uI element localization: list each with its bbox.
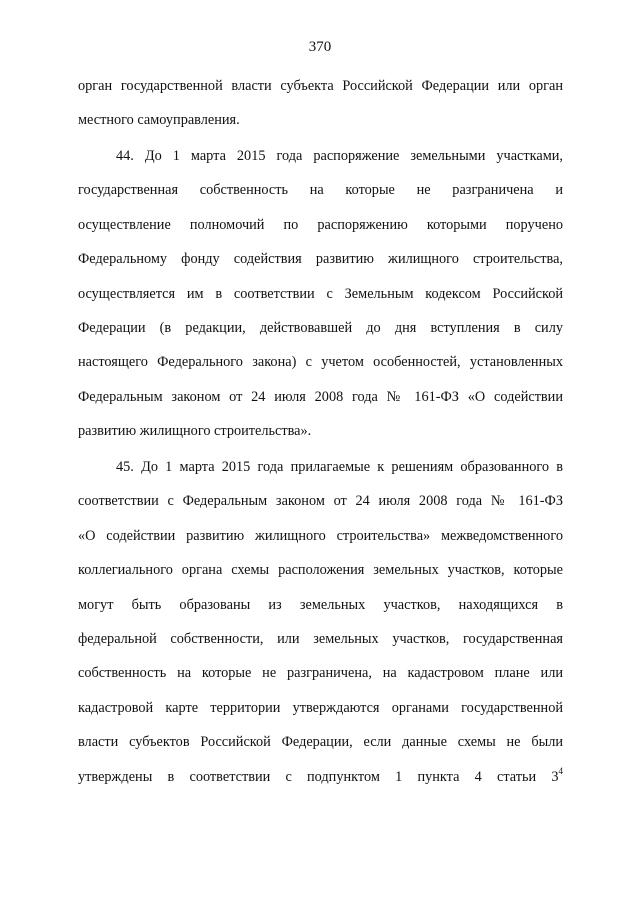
article-superscript: 4 — [558, 765, 563, 776]
page-number: 370 — [308, 39, 332, 55]
paragraph-45 — [78, 458, 563, 802]
text-line: «О содействии развитию жилищного строительства» межведомственного — [78, 527, 563, 544]
text-line: собственность на которые не разграничена, на кадастровом плане или — [78, 665, 563, 682]
text-line: Федерации (в редакции, действовавшей до дня вступления в силу — [78, 319, 563, 336]
text-line: осуществление полномочий по распоряжению которыми поручено — [78, 216, 563, 233]
text-line: Федеральному фонду содействия развитию жилищного строительства, — [78, 251, 563, 268]
text-line: настоящего Федерального закона) с учетом особенностей, установленных — [78, 354, 563, 371]
text-line: кадастровой карте территории утверждаются органами государственной — [78, 699, 563, 716]
text-line: Федеральным законом от 24 июля 2008 года № 161-ФЗ «О содействии — [78, 388, 563, 405]
text-line: 44. До 1 марта 2015 года распоряжение земельными участками, — [116, 148, 563, 164]
text-line: орган государственной власти субъекта Российской Федерации или орган — [78, 78, 563, 94]
text-line: развитию жилищного строительства». — [78, 423, 312, 440]
text-line: федеральной собственности, или земельных участков, государственная — [78, 630, 563, 647]
text-line: коллегиального органа схемы расположения земельных участков, которые — [78, 562, 563, 579]
text-line: осуществляется им в соответствии с Земельным кодексом Российской — [78, 285, 563, 302]
text-line: соответствии с Федеральным законом от 24 июля 2008 года № 161-ФЗ — [78, 493, 563, 510]
text-line: утверждены в соответствии с подпунктом 1 пункта 4 статьи 3 — [78, 768, 559, 785]
text-line: 45. До 1 марта 2015 года прилагаемые к решениям образованного в — [116, 459, 563, 475]
paragraph-44 — [78, 147, 563, 457]
text-line: власти субъектов Российской Федерации, если данные схемы не были — [78, 734, 563, 751]
text-line-with-superscript — [78, 765, 563, 802]
paragraph-continuation — [78, 77, 563, 146]
text-line: местного самоуправления. — [78, 112, 240, 129]
text-line: государственная собственность на которые не разграничена и — [78, 182, 563, 199]
text-line: могут быть образованы из земельных участков, находящихся в — [78, 596, 563, 613]
